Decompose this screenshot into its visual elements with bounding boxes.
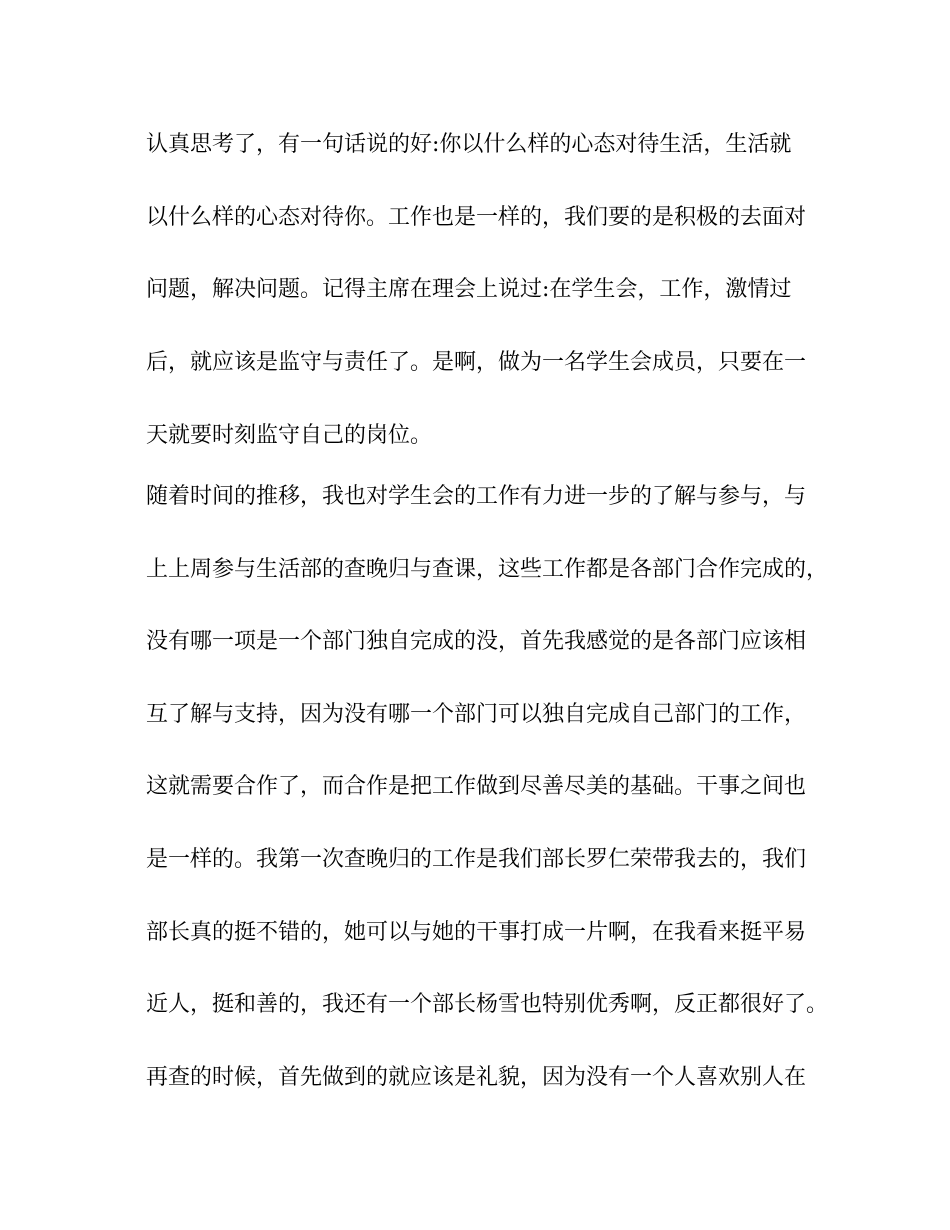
text-line: 是一样的。我第一次查晚归的工作是我们部长罗仁荣带我去的，我们 — [146, 847, 807, 872]
text-line: 近人，挺和善的，我还有一个部长杨雪也特别优秀啊，反正都很好了。 — [146, 992, 829, 1017]
text-line: 再查的时候，首先做到的就应该是礼貌，因为没有一个人喜欢别人在 — [146, 1065, 807, 1090]
text-line: 随着时间的推移，我也对学生会的工作有力进一步的了解与参与，与 — [146, 484, 807, 509]
text-line: 上上周参与生活部的查晚归与查课，这些工作都是各部门合作完成的， — [146, 557, 829, 582]
text-line: 互了解与支持，因为没有哪一个部门可以独自完成自己部门的工作， — [146, 702, 807, 727]
text-line: 部长真的挺不错的，她可以与她的干事打成一片啊，在我看来挺平易 — [146, 920, 807, 945]
text-line: 后，就应该是监守与责任了。是啊，做为一名学生会成员，只要在一 — [146, 350, 807, 375]
text-line: 问题，解决问题。记得主席在理会上说过:在学生会，工作，激情过 — [146, 277, 792, 302]
text-line: 天就要时刻监守自己的岗位。 — [146, 423, 433, 448]
text-line: 认真思考了，有一句话说的好:你以什么样的心态对待生活，生活就 — [146, 132, 792, 157]
text-line: 这就需要合作了，而合作是把工作做到尽善尽美的基础。干事之间也 — [146, 774, 807, 799]
text-line: 以什么样的心态对待你。工作也是一样的，我们要的是积极的去面对 — [146, 205, 807, 230]
text-line: 没有哪一项是一个部门独自完成的没，首先我感觉的是各部门应该相 — [146, 629, 807, 654]
